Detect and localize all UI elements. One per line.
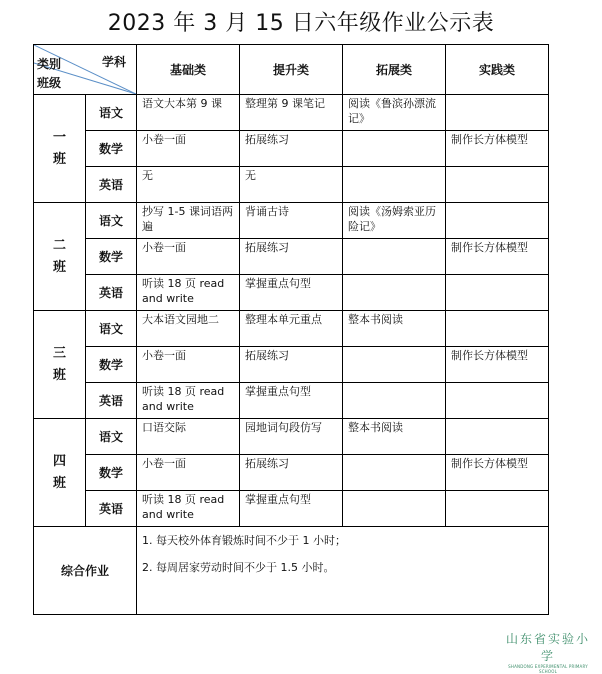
class-name: 四 <box>52 453 66 469</box>
class-name-cell <box>34 95 86 203</box>
table-row <box>34 383 549 419</box>
task-cell-improve: 背诵古诗 <box>240 203 343 239</box>
task-cell-extend <box>343 167 446 203</box>
table-row <box>34 347 549 383</box>
page-title: 2023 年 3 月 15 日六年级作业公示表 <box>107 11 495 36</box>
task-cell-improve: 拓展练习 <box>240 347 343 383</box>
task-cell-basic: 小卷一面 <box>137 347 240 383</box>
column-header-practice: 实践类 <box>446 45 549 95</box>
subject-cell: 语文 <box>86 203 137 239</box>
task-cell-practice <box>446 203 549 239</box>
class-name: 三 <box>52 345 66 361</box>
class-name-suffix: 班 <box>52 475 66 491</box>
task-cell-practice <box>446 311 549 347</box>
task-cell-extend <box>343 347 446 383</box>
task-cell-improve: 园地词句段仿写 <box>240 419 343 455</box>
task-cell-improve: 掌握重点句型 <box>240 491 343 527</box>
task-cell-extend: 整本书阅读 <box>343 311 446 347</box>
table-row <box>34 275 549 311</box>
subject-cell: 英语 <box>86 275 137 311</box>
task-cell-practice: 制作长方体模型 <box>446 347 549 383</box>
task-cell-improve: 无 <box>240 167 343 203</box>
subject-cell: 语文 <box>86 419 137 455</box>
subject-cell: 英语 <box>86 383 137 419</box>
class-name: 一 <box>52 129 66 145</box>
column-header-basic: 基础类 <box>137 45 240 95</box>
task-cell-improve: 整理本单元重点 <box>240 311 343 347</box>
subject-cell: 英语 <box>86 167 137 203</box>
task-cell-practice: 制作长方体模型 <box>446 239 549 275</box>
header-row <box>34 45 549 95</box>
task-cell-improve: 拓展练习 <box>240 455 343 491</box>
type-label: 类别 <box>37 57 62 71</box>
table-row <box>34 131 549 167</box>
table-row <box>34 491 549 527</box>
task-cell-extend <box>343 491 446 527</box>
task-cell-basic: 小卷一面 <box>137 455 240 491</box>
homework-table <box>33 44 549 615</box>
summary-item: 2. 每周居家劳动时间不少于 1.5 小时。 <box>142 561 335 574</box>
class-label: 班级 <box>37 76 62 90</box>
subject-label: 学科 <box>101 55 126 69</box>
task-cell-basic: 听读 18 页 read and write <box>137 491 240 527</box>
table-row <box>34 239 549 275</box>
task-cell-basic: 抄写 1-5 课词语两遍 <box>137 203 240 239</box>
task-cell-practice <box>446 491 549 527</box>
task-cell-practice: 制作长方体模型 <box>446 455 549 491</box>
task-cell-improve: 拓展练习 <box>240 239 343 275</box>
school-logo-name: 山东省实验小学 <box>505 632 590 663</box>
class-name-suffix: 班 <box>52 367 66 383</box>
task-cell-practice <box>446 275 549 311</box>
task-cell-basic: 小卷一面 <box>137 131 240 167</box>
school-logo <box>500 630 596 674</box>
task-cell-improve: 整理第 9 课笔记 <box>240 95 343 131</box>
task-cell-improve: 掌握重点句型 <box>240 383 343 419</box>
class-name-suffix: 班 <box>52 151 66 167</box>
task-cell-extend <box>343 131 446 167</box>
task-cell-practice <box>446 383 549 419</box>
table-row <box>34 203 549 239</box>
task-cell-practice <box>446 167 549 203</box>
task-cell-extend <box>343 239 446 275</box>
table-row <box>34 311 549 347</box>
task-cell-basic: 大本语文园地二 <box>137 311 240 347</box>
task-cell-extend <box>343 383 446 419</box>
task-cell-basic: 无 <box>137 167 240 203</box>
task-cell-improve: 拓展练习 <box>240 131 343 167</box>
subject-cell: 数学 <box>86 455 137 491</box>
table-row <box>34 167 549 203</box>
diagonal-header-cell <box>34 45 137 95</box>
task-cell-basic: 小卷一面 <box>137 239 240 275</box>
school-logo-english: SHANDONG EXPERIMENTAL PRIMARY SCHOOL <box>508 664 588 674</box>
subject-cell: 数学 <box>86 131 137 167</box>
summary-label: 综合作业 <box>34 527 137 615</box>
task-cell-extend: 整本书阅读 <box>343 419 446 455</box>
subject-cell: 数学 <box>86 347 137 383</box>
task-cell-practice <box>446 419 549 455</box>
summary-row <box>34 527 549 615</box>
table-row <box>34 95 549 131</box>
table-row <box>34 419 549 455</box>
summary-content <box>137 527 549 615</box>
class-name-cell <box>34 311 86 419</box>
task-cell-practice <box>446 95 549 131</box>
task-cell-extend: 阅读《汤姆索亚历险记》 <box>343 203 446 239</box>
task-cell-improve: 掌握重点句型 <box>240 275 343 311</box>
task-cell-extend <box>343 455 446 491</box>
task-cell-extend: 阅读《鲁滨孙漂流记》 <box>343 95 446 131</box>
subject-cell: 英语 <box>86 491 137 527</box>
class-name-cell <box>34 203 86 311</box>
task-cell-basic: 口语交际 <box>137 419 240 455</box>
column-header-extend: 拓展类 <box>343 45 446 95</box>
table-row <box>34 455 549 491</box>
class-name-cell <box>34 419 86 527</box>
column-header-improve: 提升类 <box>240 45 343 95</box>
subject-cell: 数学 <box>86 239 137 275</box>
task-cell-extend <box>343 275 446 311</box>
summary-item: 1. 每天校外体育锻炼时间不少于 1 小时； <box>142 534 346 547</box>
task-cell-basic: 听读 18 页 read and write <box>137 383 240 419</box>
task-cell-practice: 制作长方体模型 <box>446 131 549 167</box>
subject-cell: 语文 <box>86 311 137 347</box>
task-cell-basic: 听读 18 页 read and write <box>137 275 240 311</box>
subject-cell: 语文 <box>86 95 137 131</box>
class-name-suffix: 班 <box>52 259 66 275</box>
class-name: 二 <box>52 237 66 253</box>
task-cell-basic: 语文大本第 9 课 <box>137 95 240 131</box>
